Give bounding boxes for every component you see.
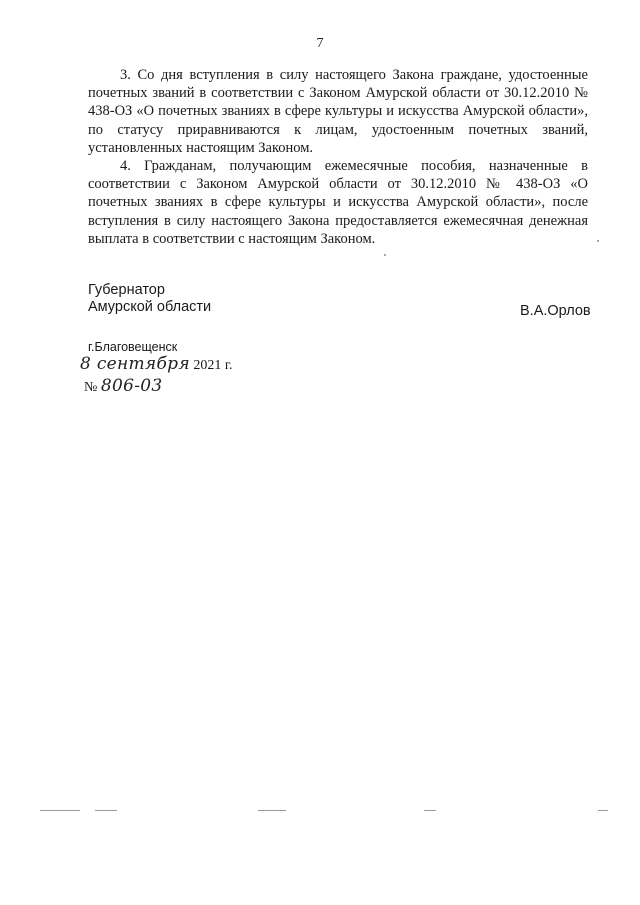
- paragraph-4: 4. Гражданам, получающим ежемесячные пособия, назначенные в соответствии с Законом Амурской области от 30.12.2010 № 438-ОЗ «О почетных званиях в сфере культуры и искусства Амурской области», после вступления в силу настоящего Закона предоставляется ежемесячная денежная выплата в соответствии с настоящим Законом.: [88, 158, 588, 247]
- page-number: 7: [316, 36, 324, 51]
- scan-artifact: [384, 254, 386, 256]
- handwritten-law-number: 806-03: [100, 376, 163, 396]
- scan-artifact: [40, 810, 80, 811]
- signatory-name: В.А.Орлов: [520, 303, 591, 319]
- handwritten-date: 8 сентября: [80, 354, 190, 374]
- paragraph-3: 3. Со дня вступления в силу настоящего Закона граждане, удостоенные почетных званий в соответствии с Законом Амурской области от 30.12.2010 № 438-ОЗ «О почетных званиях в сфере культуры и искусства Амурской области», по статусу приравниваются к лицам, удостоенным почетных званий, установленных настоящим Законом.: [88, 67, 588, 156]
- scan-artifact: [95, 810, 117, 811]
- document-body: [88, 66, 588, 248]
- scan-artifact: [598, 810, 608, 811]
- date-year: 2021 г.: [193, 358, 233, 373]
- scan-artifact: [258, 810, 286, 811]
- signing-date: [80, 354, 233, 374]
- signatory-title-line2: Амурской области: [88, 299, 212, 315]
- law-number-prefix: №: [84, 380, 98, 395]
- law-number: [84, 376, 162, 396]
- place-of-signing: г.Благовещенск: [88, 340, 178, 354]
- scan-artifact: [424, 810, 436, 811]
- scan-artifact: [597, 240, 599, 242]
- signatory-title-line1: Губернатор: [88, 282, 165, 298]
- signatory-title: [88, 282, 211, 316]
